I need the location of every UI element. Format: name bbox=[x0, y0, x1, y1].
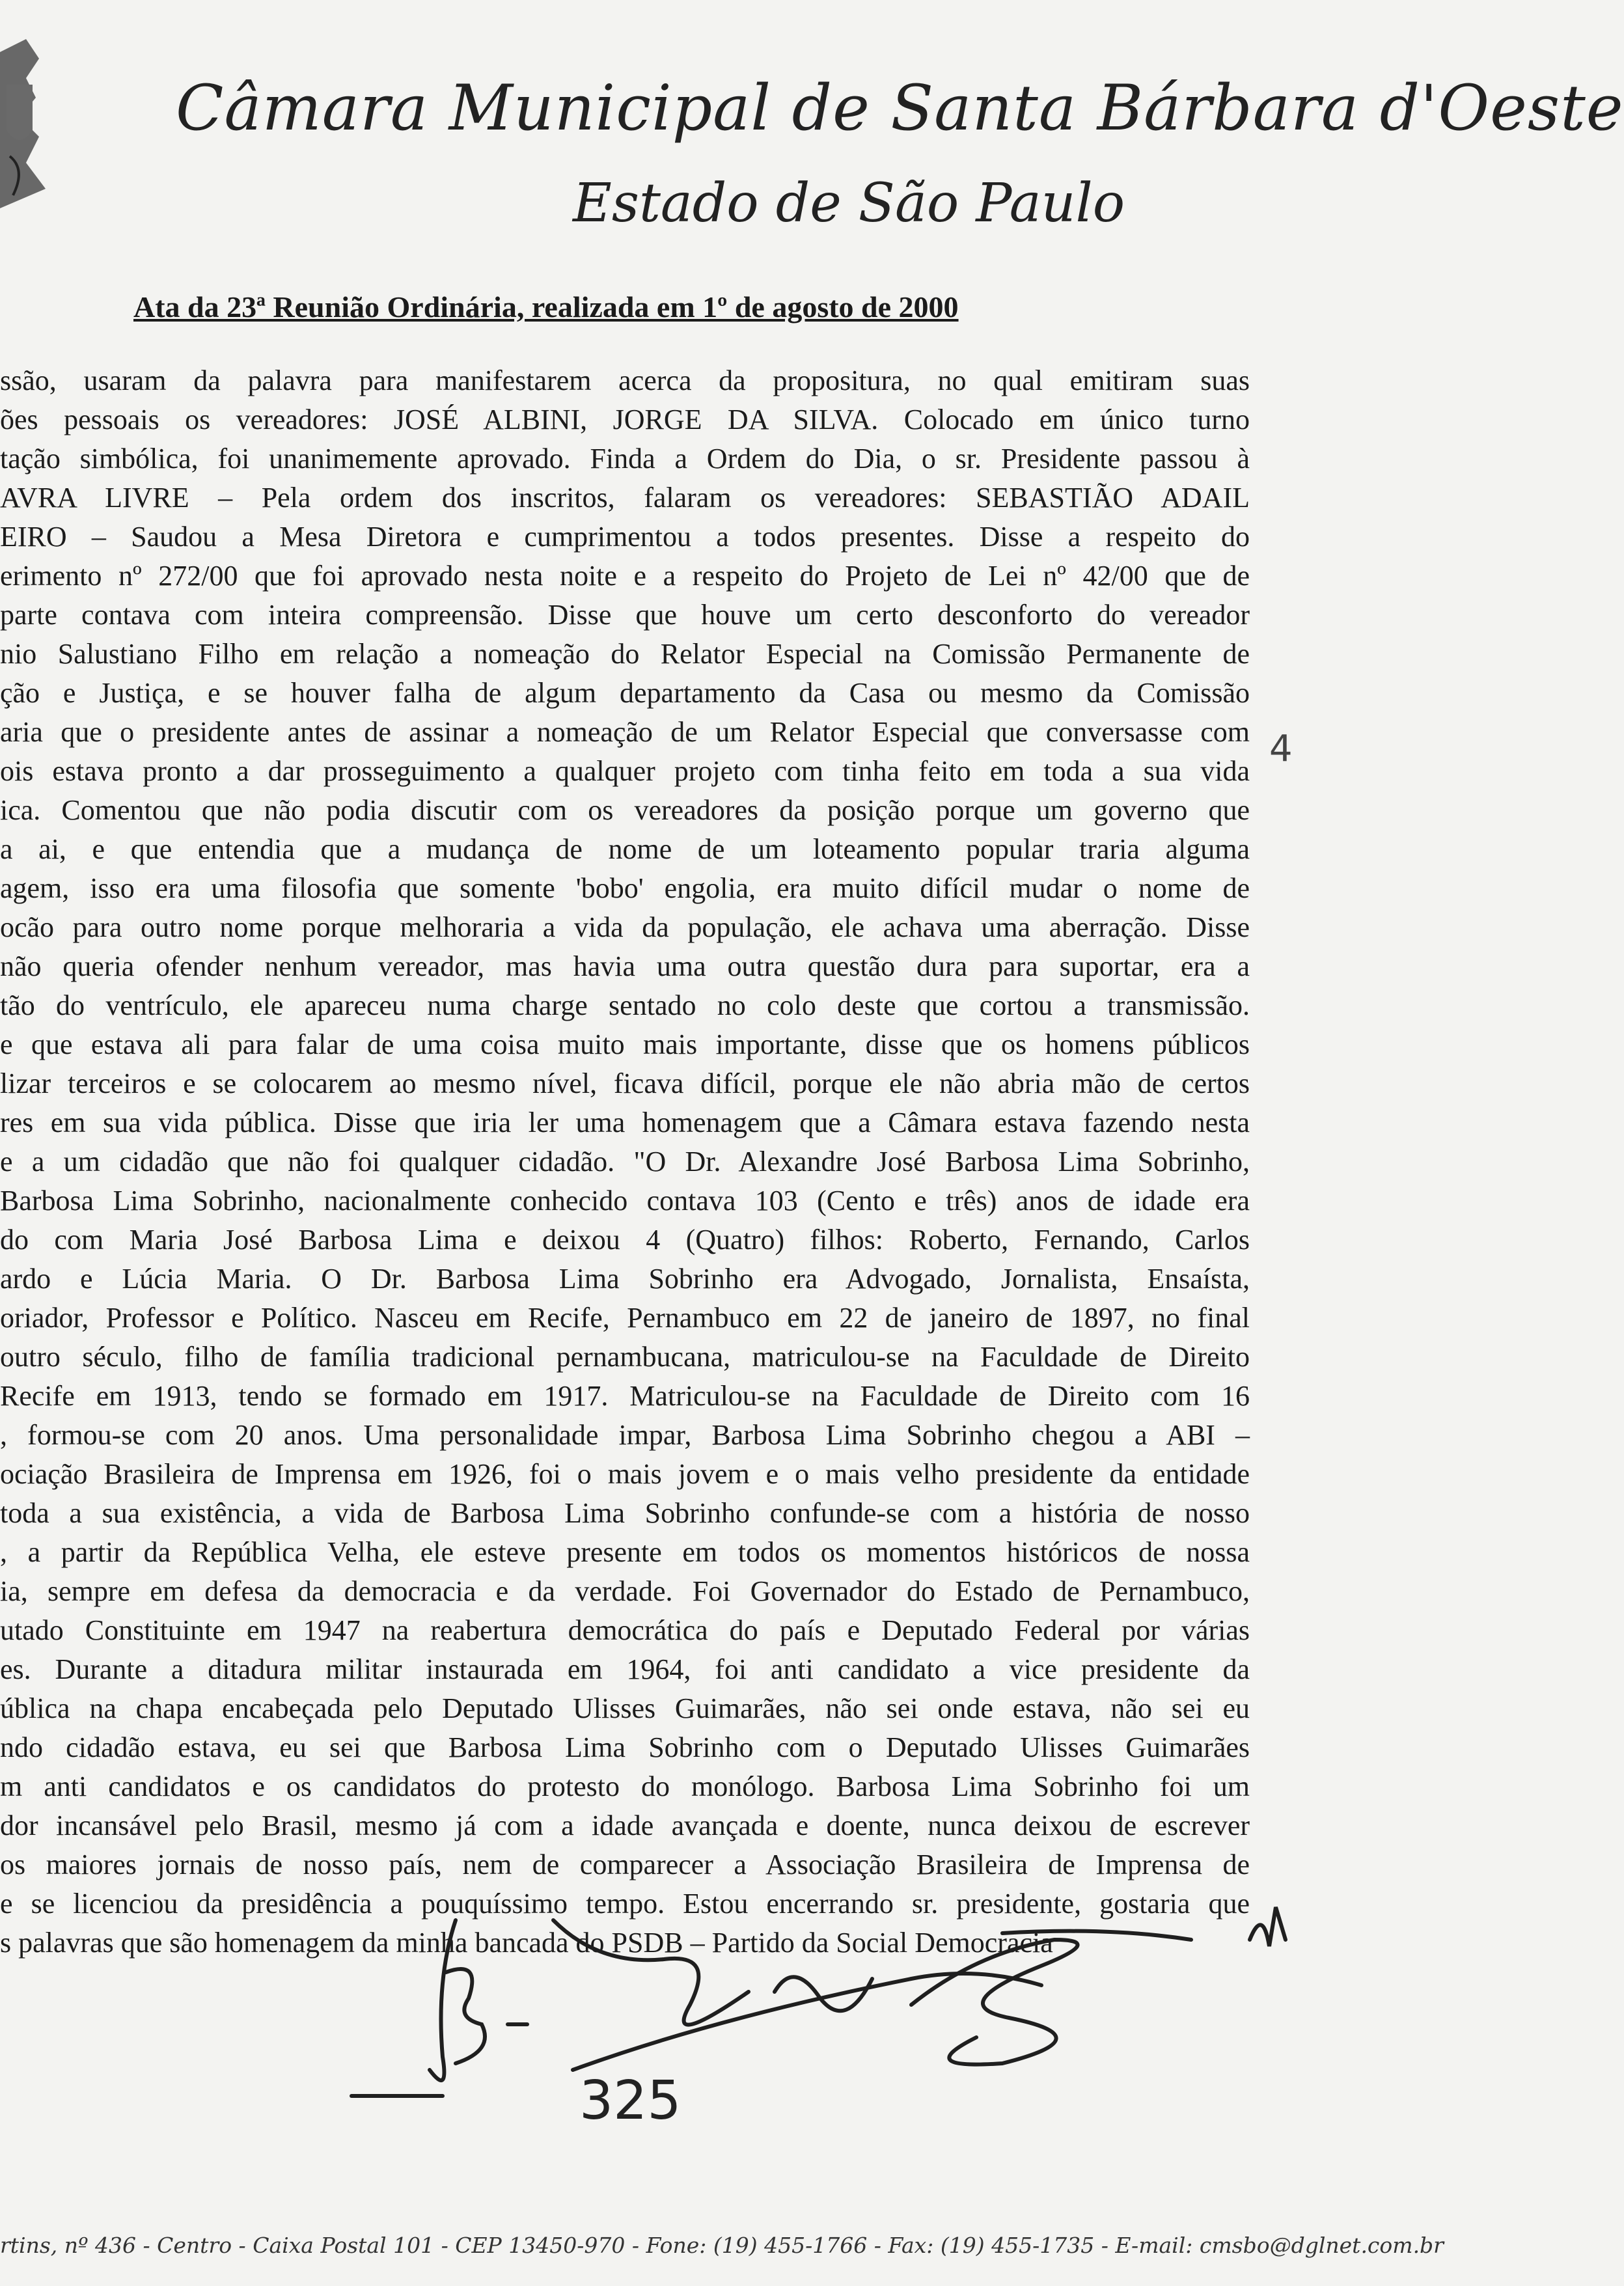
text-line: res em sua vida pública. Disse que iria ler uma homenagem que a Câmara estava fazendo nesta bbox=[0, 1107, 1250, 1138]
text-line: ia, sempre em defesa da democracia e da verdade. Foi Governador do Estado de Pernambuco, bbox=[0, 1575, 1250, 1607]
text-line: ública na chapa encabeçada pelo Deputado Ulisses Guimarães, não sei onde estava, não sei eu bbox=[0, 1692, 1250, 1724]
document-title: Ata da 23ª Reunião Ordinária, realizada em 1º de agosto de 2000 bbox=[133, 290, 959, 324]
text-line: , a partir da República Velha, ele esteve presente em todos os momentos históricos de nossa bbox=[0, 1536, 1250, 1568]
text-line: ois estava pronto a dar prosseguimento a qualquer projeto com tinha feito em toda a sua vida bbox=[0, 755, 1250, 787]
text-line: toda a sua existência, a vida de Barbosa Lima Sobrinho confunde-se com a história de nosso bbox=[0, 1497, 1250, 1529]
text-line: lizar terceiros e se colocarem ao mesmo nível, ficava difícil, porque ele não abria mão de certos bbox=[0, 1067, 1250, 1099]
text-line: os maiores jornais de nosso país, nem de comparecer a Associação Brasileira de Imprensa de bbox=[0, 1849, 1250, 1880]
text-line: ndo cidadão estava, eu sei que Barbosa Lima Sobrinho com o Deputado Ulisses Guimarães bbox=[0, 1731, 1250, 1763]
text-line: agem, isso era uma filosofia que somente 'bobo' engolia, era muito difícil mudar o nome de bbox=[0, 872, 1250, 904]
text-line: ociação Brasileira de Imprensa em 1926, foi o mais jovem e o mais velho presidente da entidade bbox=[0, 1458, 1250, 1490]
header-title: Câmara Municipal de Santa Bárbara d'Oeste bbox=[176, 72, 1624, 145]
footer-address: rtins, nº 436 - Centro - Caixa Postal 101 - CEP 13450-970 - Fone: (19) 455-1766 - Fax: (19) 455-1735 - E-mail: cmsbo@dglnet.com.br bbox=[0, 2233, 1444, 2258]
text-line: ões pessoais os vereadores: JOSÉ ALBINI, JORGE DA SILVA. Colocado em único turno bbox=[0, 404, 1250, 435]
text-line: ica. Comentou que não podia discutir com os vereadores da posição porque um governo que bbox=[0, 794, 1250, 826]
text-line: erimento nº 272/00 que foi aprovado nesta noite e a respeito do Projeto de Lei nº 42/00 que de bbox=[0, 560, 1250, 592]
body-text bbox=[0, 361, 1250, 1962]
text-line: utado Constituinte em 1947 na reabertura democrática do país e Deputado Federal por várias bbox=[0, 1614, 1250, 1646]
text-line: AVRA LIVRE – Pela ordem dos inscritos, falaram os vereadores: SEBASTIÃO ADAIL bbox=[0, 482, 1250, 514]
text-line: e que estava ali para falar de uma coisa muito mais importante, disse que os homens públicos bbox=[0, 1028, 1250, 1060]
text-line: dor incansável pelo Brasil, mesmo já com a idade avançada e doente, nunca deixou de escrever bbox=[0, 1810, 1250, 1841]
text-line: Recife em 1913, tendo se formado em 1917. Matriculou-se na Faculdade de Direito com 16 bbox=[0, 1380, 1250, 1412]
text-line: do com Maria José Barbosa Lima e deixou 4 (Quatro) filhos: Roberto, Fernando, Carlos bbox=[0, 1224, 1250, 1256]
text-line: ssão, usaram da palavra para manifestarem acerca da propositura, no qual emitiram suas bbox=[0, 365, 1250, 396]
text-line: não queria ofender nenhum vereador, mas havia uma outra questão dura para suportar, era a bbox=[0, 950, 1250, 982]
text-line: es. Durante a ditadura militar instaurada em 1964, foi anti candidato a vice presidente da bbox=[0, 1653, 1250, 1685]
header-subtitle: Estado de São Paulo bbox=[573, 172, 1125, 234]
coat-of-arms-emblem bbox=[0, 39, 52, 208]
text-line: a ai, e que entendia que a mudança de nome de um loteamento popular traria alguma bbox=[0, 833, 1250, 865]
margin-mark: 4 bbox=[1269, 728, 1293, 770]
text-line: ção e Justiça, e se houver falha de algum departamento da Casa ou mesmo da Comissão bbox=[0, 677, 1250, 709]
text-line: tação simbólica, foi unanimemente aprovado. Finda a Ordem do Dia, o sr. Presidente passou à bbox=[0, 443, 1250, 475]
text-line: Barbosa Lima Sobrinho, nacionalmente conhecido contava 103 (Cento e três) anos de idade era bbox=[0, 1185, 1250, 1217]
text-line: parte contava com inteira compreensão. Disse que houve um certo desconforto do vereador bbox=[0, 599, 1250, 631]
text-line: nio Salustiano Filho em relação a nomeação do Relator Especial na Comissão Permanente de bbox=[0, 638, 1250, 670]
text-line: aria que o presidente antes de assinar a nomeação de um Relator Especial que conversasse com bbox=[0, 716, 1250, 748]
text-line: , formou-se com 20 anos. Uma personalidade impar, Barbosa Lima Sobrinho chegou a ABI – bbox=[0, 1419, 1250, 1451]
text-line: EIRO – Saudou a Mesa Diretora e cumprimentou a todos presentes. Disse a respeito do bbox=[0, 521, 1250, 553]
text-line: s palavras que são homenagem da minha bancada do PSDB – Partido da Social Democracia bbox=[0, 1927, 1053, 1959]
text-line: tão do ventrículo, ele apareceu numa charge sentado no colo deste que cortou a transmissão. bbox=[0, 989, 1250, 1021]
text-line: ocão para outro nome porque melhoraria a vida da população, ele achava uma aberração. Disse bbox=[0, 911, 1250, 943]
text-line: m anti candidatos e os candidatos do protesto do monólogo. Barbosa Lima Sobrinho foi um bbox=[0, 1770, 1250, 1802]
text-line: ardo e Lúcia Maria. O Dr. Barbosa Lima Sobrinho era Advogado, Jornalista, Ensaísta, bbox=[0, 1263, 1250, 1295]
handwritten-signatures bbox=[325, 1901, 1354, 2128]
page-number: 325 bbox=[579, 2070, 681, 2132]
text-line: e a um cidadão que não foi qualquer cidadão. "O Dr. Alexandre José Barbosa Lima Sobrinho, bbox=[0, 1146, 1250, 1177]
text-line: oriador, Professor e Político. Nasceu em Recife, Pernambuco em 22 de janeiro de 1897, no final bbox=[0, 1302, 1250, 1334]
text-line: outro século, filho de família tradicional pernambucana, matriculou-se na Faculdade de Direito bbox=[0, 1341, 1250, 1373]
text-line: e se licenciou da presidência a pouquíssimo tempo. Estou encerrando sr. presidente, gostaria que bbox=[0, 1888, 1250, 1920]
